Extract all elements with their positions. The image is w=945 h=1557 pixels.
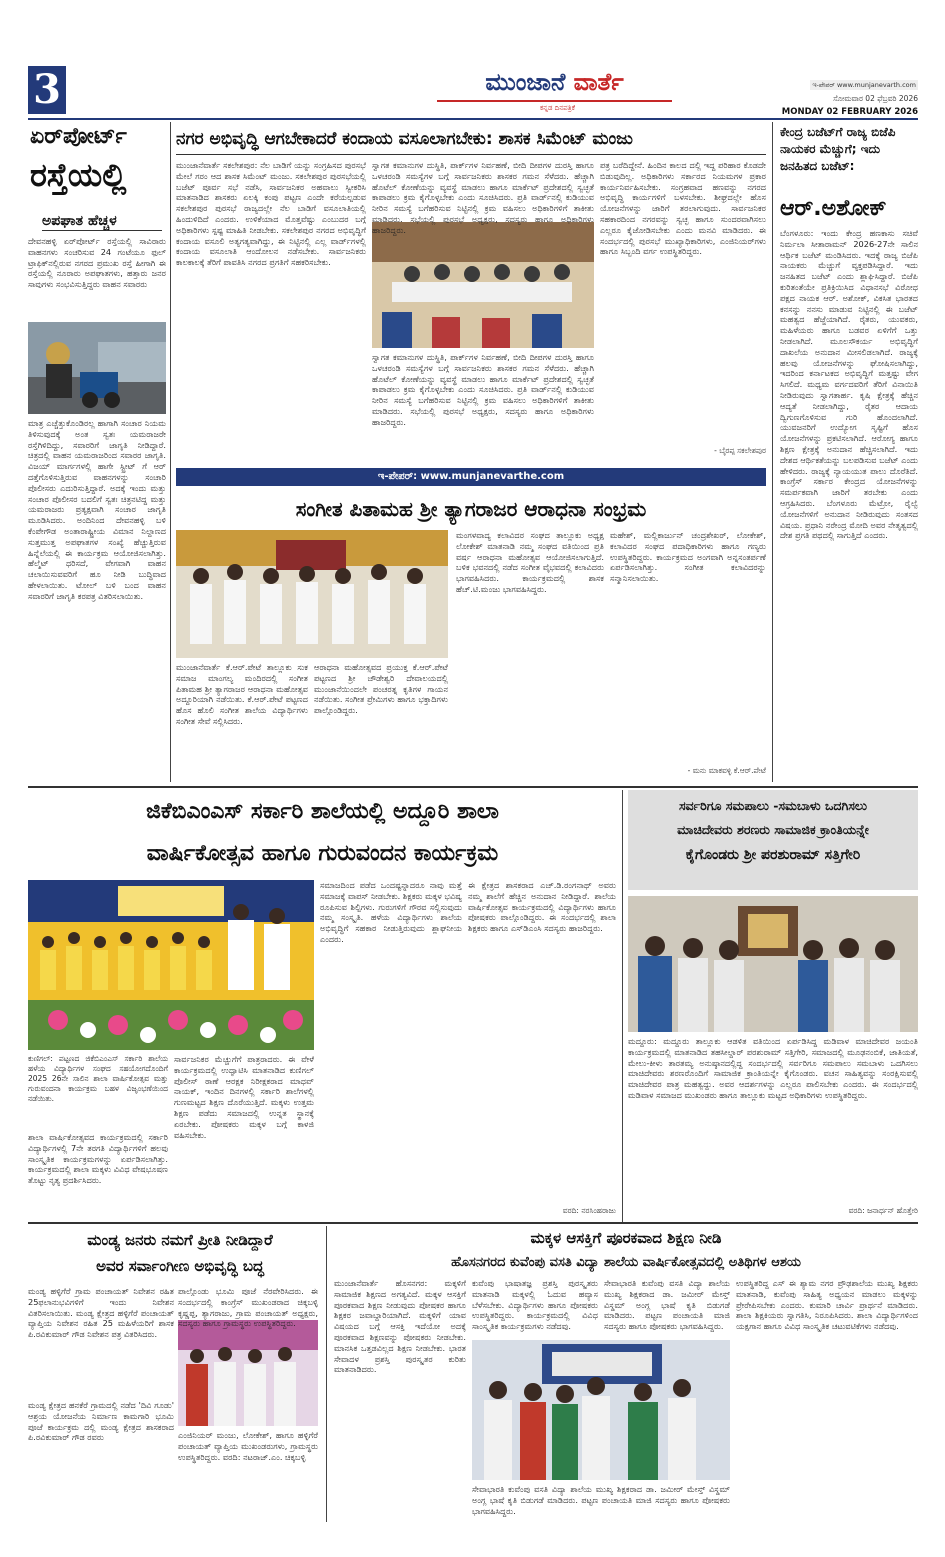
airport-headline2: ರಸ್ತೆಯಲ್ಲಿ <box>30 156 127 194</box>
education-col4: ಉಪಸ್ಥಿತರಿದ್ದ ಎಸ್ ಈ ಶ್ಯಾಮ ನಗರ ಪ್ರೌಢಶಾಲೆಯ ಮುಖ್ಯ ಶಿಕ್ಷಕರು ಮಾತನಾಡಿ, ಕುವೆಂಪು ಸಾಹಿತ್ಯ ಅಧ್ಯಯನ ಮಾಡಲು ಮಕ್ಕಳನ್ನು ಪ್ರೇರೇಪಿಸಬೇಕು ಎಂದರು. ಕುಮಾರಿ ಚಾರ್ವಿ ಪ್ರಾರ್ಥನೆ ಮಾಡಿದರು. ಶಾಲಾ ಶಿಕ್ಷಕಿಯರು ಸ್ವಾಗತಿಸಿ, ನಿರೂಪಿಸಿದರು. ಶಾಲಾ ವಿದ್ಯಾರ್ಥಿಗಳಿಂದ ಯಕ್ಷಗಾನ ಹಾಗೂ ವಿವಿಧ ಸಾಂಸ್ಕೃತಿಕ ಚಟುವಟಿಕೆಗಳು ನಡೆದವು. <box>736 1278 918 1332</box>
school-headline1: ಜಿಕೆಬಿಎಂಎಸ್ ಸರ್ಕಾರಿ ಶಾಲೆಯಲ್ಲಿ ಅದ್ದೂರಿ ಶಾಲಾ <box>146 799 499 824</box>
masthead-rule <box>28 118 918 120</box>
music-col3: ಮಂಗಳವಾದ್ಯ ಕಲಾವಿದರ ಸಂಘದ ತಾಲ್ಲೂಕು ಅಧ್ಯಕ್ಷ ಲೋಕೇಶ್ ಮಾತನಾಡಿ ನಮ್ಮ ಸಂಘದ ವತಿಯಿಂದ ಪ್ರತಿ ವರ್ಷ ಆರಾಧನಾ ಮಹೋತ್ಸವ ಆಯೋಜಿಸಲಾಗುತ್ತಿದೆ. ಬಳಿಕ ಭವನದಲ್ಲಿ ನಡೆದ ಸಂಗೀತ ವೈಭವದಲ್ಲಿ ಕಲಾವಿದರು ಭಾಗವಹಿಸಿದರು. ಕಾರ್ಯಕ್ರಮದಲ್ಲಿ ಶಾಸಕ ಹೆಚ್.ಟಿ.ಮಂಜು ಭಾಗವಹಿಸಿದ್ದರು. <box>456 530 604 594</box>
school-col2: ಸಾರ್ವಜನಿಕರ ಮೆಚ್ಚುಗೆಗೆ ಪಾತ್ರರಾದರು. ಈ ವೇಳೆ ಕಾರ್ಯಕ್ರಮದಲ್ಲಿ ಉದ್ಘಾಟಿಸಿ ಮಾತನಾಡಿದ ಕುಣಿಗಲ್ ಪೊಲೀಸ್ ಠಾಣೆ ಆರಕ್ಷಕ ನಿರೀಕ್ಷಕರಾದ ಮಾಧವ್ ನಾಯಕ್, ಇಂದಿನ ದಿನಗಳಲ್ಲಿ ಸರ್ಕಾರಿ ಶಾಲೆಗಳಲ್ಲಿ ಗುಣಮಟ್ಟದ ಶಿಕ್ಷಣ ದೊರೆಯುತ್ತಿದೆ. ಮಕ್ಕಳು ಉತ್ತಮ ಶಿಕ್ಷಣ ಪಡೆದು ಸಮಾಜದಲ್ಲಿ ಉನ್ನತ ಸ್ಥಾನಕ್ಕೆ ಏರಬೇಕು. ಪೋಷಕರು ಮಕ್ಕಳ ಬಗ್ಗೆ ಕಾಳಜಿ ವಹಿಸಬೇಕು. <box>174 1054 314 1140</box>
airport-headline1: ಏರ್‌ಪೋರ್ಟ್ <box>30 124 127 149</box>
sharanaru-headline1: ಸರ್ವರಿಗೂ ಸಮಪಾಲು -ಸಮಬಾಳು ಒದಗಿಸಲು <box>678 798 867 813</box>
sharanaru-headline-box <box>628 790 918 890</box>
date-english: MONDAY 02 FEBRUARY 2026 <box>781 107 918 117</box>
school-col3: ಸಮಾಜದಿಂದ ಪಡೆದ ಒಂದಷ್ಟನ್ನಾದರೂ ನಾವು ಮತ್ತೆ ಸಮಾಜಕ್ಕೆ ವಾಪಸ್ ನೀಡಬೇಕು. ಶಿಕ್ಷಕರು ಮಕ್ಕಳ ಭವಿಷ್ಯ ರೂಪಿಸುವ ಶಿಲ್ಪಿಗಳು. ಗುರುಗಳಿಗೆ ಗೌರವ ಸಲ್ಲಿಸುವುದು ನಮ್ಮ ಸಂಸ್ಕೃತಿ. ಹಳೆಯ ವಿದ್ಯಾರ್ಥಿಗಳು ಶಾಲೆಯ ಅಭಿವೃದ್ಧಿಗೆ ಸಹಕಾರ ನೀಡುತ್ತಿರುವುದು ಶ್ಲಾಘನೀಯ ಎಂದರು. <box>320 880 462 944</box>
education-col2b: ಸೇವಾಭಾರತಿ ಕುವೆಂಪು ವಸತಿ ವಿದ್ಯಾ ಶಾಲೆಯ ಮುಖ್ಯ ಶಿಕ್ಷಕರಾದ ಡಾ. ಜಮೀರ್ ಮೇಸ್ತ್ ವಿಸ್ಡಮ್ ಅಂಗ್ಲ ಭಾಷೆ ಕೃತಿ ಬಿಡುಗಡೆ ಮಾಡಿದರು. ಪಟ್ಟಣ ಪಂಚಾಯತಿ ಮಾಜಿ ಸದಸ್ಯರು ಹಾಗೂ ಪೋಷಕರು ಭಾಗವಹಿಸಿದ್ದರು. <box>472 1484 730 1516</box>
epaper-band[interactable]: ಇ-ಪೇಪರ್: www.munjanevarthe.com <box>176 468 766 486</box>
city-dev-col2a: ಸ್ವಾಗತ ಕಮಾನುಗಳ ದುಸ್ಥಿತಿ, ಪಾರ್ಕ್‌ಗಳ ನಿರ್ವಹಣೆ, ಬೀದಿ ದೀಪಗಳ ದುರಸ್ತಿ ಹಾಗೂ ಒಳಚರಂಡಿ ಸಮಸ್ಯೆಗಳ ಬಗ್ಗೆ ಸಾರ್ವಜನಿಕರು ಶಾಸಕರ ಗಮನ ಸೆಳೆದರು. ಹೆಚ್ಚಾಗಿ ಹೊಟೆಲ್ ಕೋಣೆಯನ್ನು ವ್ಯವಸ್ಥೆ ಮಾಡಲು ಹಾಗೂ ಮಾರ್ಕೆಟ್ ಪ್ರದೇಶದಲ್ಲಿ ಸ್ವಚ್ಛತೆ ಕಾಪಾಡಲು ಕ್ರಮ ಕೈಗೊಳ್ಳಬೇಕು ಎಂದು ಸೂಚಿಸಿದರು. ಪ್ರತಿ ವಾರ್ಡ್‌ನಲ್ಲಿ ಕುಡಿಯುವ ನೀರಿನ ಸಮಸ್ಯೆ ಬಗೆಹರಿಸುವ ನಿಟ್ಟಿನಲ್ಲಿ ಕ್ರಮ ವಹಿಸಲು ಅಧಿಕಾರಿಗಳಿಗೆ ತಾಕೀತು ಮಾಡಿದರು. ಸಭೆಯಲ್ಲಿ ಪುರಸಭೆ ಅಧ್ಯಕ್ಷರು, ಸದಸ್ಯರು ಹಾಗೂ ಅಧಿಕಾರಿಗಳು ಹಾಜರಿದ್ದರು. <box>372 160 594 235</box>
logo-part2: ವಾರ್ತೆ <box>573 67 624 96</box>
school-headline2: ವಾರ್ಷಿಕೋತ್ಸವ ಹಾಗೂ ಗುರುವಂದನ ಕಾರ್ಯಕ್ರಮ <box>146 841 499 866</box>
sharanaru-byline: ವರದಿ: ಜನಾರ್ಧನ್ ಹೊತ್ತೇರಿ <box>848 1206 918 1215</box>
mandya-col2: ಪಾಲ್ಗೊಂಡು ಭೂಮಿ ಪೂಜೆ ನೆರವೇರಿಸಿದರು. ಈ ಸಂದರ್ಭದಲ್ಲಿ ಕಾಂಗ್ರೆಸ್ ಮುಖಂಡರಾದ ಚಿಕ್ಕಬಳ್ಳಿ ಕೃಷ್ಣಪ್ಪ, ತ್ಯಾಗರಾಜು, ಗ್ರಾಮ ಪಂಚಾಯತ್ ಅಧ್ಯಕ್ಷರು, ಸದಸ್ಯರು ಹಾಗೂ ಗ್ರಾಮಸ್ಥರು ಉಪಸ್ಥಿತರಿದ್ದರು. <box>178 1286 318 1329</box>
budget-headline: ಕೇಂದ್ರ ಬಜೆಟ್‌ಗೆ ರಾಜ್ಯ ಬಿಜೆಪಿ ನಾಯಕರ ಮೆಚ್ಚುಗೆ; ಇದು ಜನಹಿತದ ಬಜೆಟ್: <box>780 125 896 173</box>
jayanthi-event-photo <box>628 896 918 1032</box>
section-rule <box>28 1222 918 1224</box>
school-col1b: ಶಾಲಾ ವಾರ್ಷಿಕೋತ್ಸವದ ಕಾರ್ಯಕ್ರಮದಲ್ಲಿ ಸರ್ಕಾರಿ ವಿದ್ಯಾರ್ಥಿಗಳಲ್ಲಿ 7ನೇ ತರಗತಿ ವಿದ್ಯಾರ್ಥಿಗಳಿಗೆ ಹಲವು ಸಾಂಸ್ಕೃತಿಕ ಕಾರ್ಯಕ್ರಮಗಳನ್ನು ಏರ್ಪಡಿಸಲಾಗಿತ್ತು. ಕಾರ್ಯಕ್ರಮದಲ್ಲಿ ಶಾಲಾ ಮಕ್ಕಳು ವಿವಿಧ ವೇಷಭೂಷಣ ತೊಟ್ಟು ನೃತ್ಯ ಪ್ರದರ್ಶಿಸಿದರು. <box>28 1132 168 1186</box>
music-col1: ಮುಂಜಾನೆವಾರ್ತೆ ಕೆ.ಆರ್.ಪೇಟೆ ತಾಲ್ಲೂಕು ಸುಕ ಸಮಾಜ ಮಾಂಗಲ್ಯ ಮಂದಿರದಲ್ಲಿ ಸಂಗೀತ ಪಿತಾಮಹ ಶ್ರೀ ತ್ಯಾಗರಾಜರ ಆರಾಧನಾ ಮಹೋತ್ಸವ ಅದ್ದೂರಿಯಾಗಿ ನಡೆಯಿತು. ಕೆ.ಆರ್.ಪೇಟೆ ಪಟ್ಟಣದ ಹೊಸ ಹೊಲಿ ಸಂಗೀತ ಶಾಲೆಯ ವಿದ್ಯಾರ್ಥಿಗಳು ಸಂಗೀತ ಸೇವೆ ಸಲ್ಲಿಸಿದರು. <box>176 662 308 726</box>
mandya-col2b: ಎಂಜಿನಿಯರ್ ಮಂಜು, ಲೋಕೇಶ್, ಹಾಗೂ ಹಳ್ಳಿಗೆರೆ ಪಂಚಾಯತ್ ವ್ಯಾಪ್ತಿಯ ಮುಖಂಡರುಗಳು, ಗ್ರಾಮಸ್ಥರು ಉಪಸ್ಥಿತರಿದ್ದರು. ವರದಿ: ನಟರಾಜ್.ಎಂ. ಚಿಕ್ಕಬಳ್ಳಿ <box>178 1430 318 1462</box>
page-number: 3 <box>28 66 66 114</box>
masthead-info <box>683 72 918 117</box>
music-col2: ಆರಾಧನಾ ಮಹೋತ್ಸವದ ಪ್ರಯುಕ್ತ ಕೆ.ಆರ್.ಪೇಟೆ ಪಟ್ಟಣದ ಶ್ರೀ ಚೌಡೇಶ್ವರಿ ದೇವಾಲಯದಲ್ಲಿ ಮುಂಜಾನೆಯಿಂದಲೇ ಪಂಚರತ್ನ ಕೃತಿಗಳ ಗಾಯನ ನಡೆಯಿತು. ಸಂಗೀತ ಪ್ರೇಮಿಗಳು ಹಾಗೂ ಭಕ್ತಾದಿಗಳು ಪಾಲ್ಗೊಂಡಿದ್ದರು. <box>314 662 448 716</box>
music-byline: - ಮನು ಮಾಕವಳ್ಳಿ ಕೆ.ಆರ್.ಪೇಟೆ <box>687 766 766 775</box>
col-divider <box>772 122 773 782</box>
school-caption: ಕುಣಿಗಲ್: ಪಟ್ಟಣದ ಜಿಕೆಬಿಎಂಎಸ್ ಸರ್ಕಾರಿ ಶಾಲೆಯ ಹಳೆಯ ವಿದ್ಯಾರ್ಥಿಗಳ ಸಂಘದ ಸಹಯೋಗದೊಂದಿಗೆ 2025 26ನೇ ಸಾಲಿನ ಶಾಲಾ ವಾರ್ಷಿಕೋತ್ಸವ ಮತ್ತು ಗುರುವಂದನಾ ಕಾರ್ಯಕ್ರಮ ಬಹಳ ವಿಜೃಂಭಣೆಯಿಂದ ನಡೆಯಿತು. <box>28 1054 168 1103</box>
yamaraja-photo <box>28 322 166 414</box>
education-col1: ಮುಂಜಾನೆವಾರ್ತೆ ಹೊಸನಗರ: ಮಕ್ಕಳಿಗೆ ಸಾಮಾಜಿಕ ಶಿಕ್ಷಣದ ಅಗತ್ಯವಿದೆ. ಮಕ್ಕಳ ಆಸಕ್ತಿಗೆ ಪೂರಕವಾದ ಶಿಕ್ಷಣ ನೀಡುವುದು ಪೋಷಕರ ಹಾಗೂ ಶಿಕ್ಷಕರ ಜವಾಬ್ದಾರಿಯಾಗಿದೆ. ಮಕ್ಕಳಿಗೆ ಯಾವ ವಿಷಯದ ಬಗ್ಗೆ ಆಸಕ್ತಿ ಇದೆಯೋ ಅದಕ್ಕೆ ಪೂರಕವಾದ ಶಿಕ್ಷಣವನ್ನು ಪೋಷಕರು ನೀಡಬೇಕು. ಮಾನಸಿಕ ಒತ್ತಡವಿಲ್ಲದ ಶಿಕ್ಷಣ ನೀಡಬೇಕು. ಭಾರತ ಸೇವಾದಳ ಪ್ರಶಸ್ತಿ ಪುರಸ್ಕೃತರ ಕುರಿತು ಮಾತನಾಡಿದರು. <box>334 1278 466 1375</box>
airport-subhead: ಅಪಘಾತ ಹೆಚ್ಚಳ <box>42 212 162 231</box>
airport-body: ದೇವನಹಳ್ಳಿ ಏರ್‌ಪೋರ್ಟ್ ರಸ್ತೆಯಲ್ಲಿ ಸಾವಿರಾರು ವಾಹನಗಳು ಸಂಚರಿಸುವ 24 ಗಂಟೆಯೂ ಫುಲ್ ಟ್ರಾಫಿಕ್‌ನಲ್ಲಿರುವ ನಗರದ ಪ್ರಮುಖ ರಸ್ತೆ ಹೀಗಾಗಿ ಈ ರಸ್ತೆಯಲ್ಲಿ ನೂರಾರು ಅಪಘಾತಗಳು, ಹತ್ತಾರು ಜನರ ಸಾವುಗಳು ಸಂಭವಿಸುತ್ತಿದ್ದರು ವಾಹನ ಸವಾರರು <box>28 236 166 290</box>
mandya-col1: ಮಂಡ್ಯ ಹಳ್ಳಿಗೆರೆ ಗ್ರಾಮ ಪಂಚಾಯತ್ ನಿವೇಶನ ರಹಿತ 25ಫಲಾನುಭವಿಗಳಿಗೆ ಇಂದು ನಿವೇಶನ ವಿತರಿಸಲಾಯಿತು. ಮಂಡ್ಯ ಕ್ಷೇತ್ರದ ಹಳ್ಳಿಗೆರೆ ಪಂಚಾಯತ್ ವ್ಯಾಪ್ತಿಯ ನಿವೇಶನ ರಹಿತ 25 ಮಹಿಳೆಯರಿಗೆ ಶಾಸಕ ಪಿ.ರವಿಕುಮಾರ್ ಗೌಡ ನಿವೇಶನ ಪತ್ರ ವಿತರಿಸಿದರು. <box>28 1286 174 1340</box>
city-dev-headline: ನಗರ ಅಭಿವೃದ್ಧಿ ಆಗಬೇಕಾದರೆ ಕಂದಾಯ ವಸೂಲಾಗಬೇಕು: ಶಾಸಕ ಸಿಮೆಂಟ್ ಮಂಜು <box>176 124 766 155</box>
budget-body: ಬೆಂಗಳೂರು: ಇಂದು ಕೇಂದ್ರ ಹಣಕಾಸು ಸಚಿವೆ ನಿರ್ಮಲಾ ಸೀತಾರಾಮನ್ 2026-27ನೇ ಸಾಲಿನ ಆರ್ಥಿಕ ಬಜೆಟ್ ಮಂಡಿಸಿದರು. ಇದಕ್ಕೆ ರಾಜ್ಯ ಬಿಜೆಪಿ ನಾಯಕರು ಮೆಚ್ಚುಗೆ ವ್ಯಕ್ತಪಡಿಸಿದ್ದಾರೆ. ಇದು ಜನಹಿತದ ಬಜೆಟ್ ಎಂದು ಶ್ಲಾಘಿಸಿದ್ದಾರೆ. ಬಿಜೆಪಿ ಕುರಿತಂತೆಯೇ ಪ್ರತಿಕ್ರಿಯಿಸಿದ ವಿಧಾನಸಭೆ ವಿರೋಧ ಪಕ್ಷದ ನಾಯಕ ಆರ್. ಅಶೋಕ್, ವಿಕಸಿತ ಭಾರತದ ಕನಸನ್ನು ನನಸು ಮಾಡುವ ನಿಟ್ಟಿನಲ್ಲಿ ಈ ಬಜೆಟ್ ಮಹತ್ವದ ಹೆಜ್ಜೆಯಾಗಿದೆ. ರೈತರು, ಯುವಕರು, ಮಹಿಳೆಯರು ಹಾಗೂ ಬಡವರ ಏಳಿಗೆಗೆ ಒತ್ತು ನೀಡಲಾಗಿದೆ. ಮೂಲಸೌಕರ್ಯ ಅಭಿವೃದ್ಧಿಗೆ ದಾಖಲೆಯ ಅನುದಾನ ಮೀಸಲಿಡಲಾಗಿದೆ. ರಾಜ್ಯಕ್ಕೆ ಹಲವು ಯೋಜನೆಗಳನ್ನು ಘೋಷಿಸಲಾಗಿದ್ದು, ಇದರಿಂದ ಕರ್ನಾಟಕದ ಅಭಿವೃದ್ಧಿಗೆ ಮತ್ತಷ್ಟು ವೇಗ ಸಿಗಲಿದೆ. ಮಧ್ಯಮ ವರ್ಗದವರಿಗೆ ತೆರಿಗೆ ವಿನಾಯಿತಿ ನೀಡಿರುವುದು ಸ್ವಾಗತಾರ್ಹ. ಕೃಷಿ ಕ್ಷೇತ್ರಕ್ಕೆ ಹೆಚ್ಚಿನ ಆದ್ಯತೆ ನೀಡಲಾಗಿದ್ದು, ರೈತರ ಆದಾಯ ದ್ವಿಗುಣಗೊಳಿಸುವ ಗುರಿ ಹೊಂದಲಾಗಿದೆ. ಯುವಜನರಿಗೆ ಉದ್ಯೋಗ ಸೃಷ್ಟಿಗೆ ಹೊಸ ಯೋಜನೆಗಳನ್ನು ಪ್ರಕಟಿಸಲಾಗಿದೆ. ಆರೋಗ್ಯ ಹಾಗೂ ಶಿಕ್ಷಣ ಕ್ಷೇತ್ರಕ್ಕೆ ಅನುದಾನ ಹೆಚ್ಚಿಸಲಾಗಿದೆ. ಇದು ದೇಶದ ಆರ್ಥಿಕತೆಯನ್ನು ಬಲಪಡಿಸುವ ಬಜೆಟ್ ಎಂದು ಹೇಳಿದರು. ರಾಜ್ಯಕ್ಕೆ ನ್ಯಾಯಯುತ ಪಾಲು ದೊರೆತಿದೆ. ಕಾಂಗ್ರೆಸ್ ಸರ್ಕಾರ ಕೇಂದ್ರದ ಯೋಜನೆಗಳನ್ನು ಸಮರ್ಪಕವಾಗಿ ಜಾರಿಗೆ ತರಬೇಕು ಎಂದು ಆಗ್ರಹಿಸಿದರು. ಬೆಂಗಳೂರು ಮೆಟ್ರೋ, ರೈಲ್ವೆ ಯೋಜನೆಗಳಿಗೆ ಅನುದಾನ ನೀಡಿರುವುದು ಸಂತಸದ ವಿಷಯ. ಪ್ರಧಾನಿ ನರೇಂದ್ರ ಮೋದಿ ಅವರ ನೇತೃತ್ವದಲ್ಲಿ ದೇಶ ಪ್ರಗತಿ ಪಥದಲ್ಲಿ ಸಾಗುತ್ತಿದೆ ಎಂದರು. <box>780 228 918 541</box>
epaper-url[interactable]: ಇ-ಪೇಪರ್ www.munjanevarth.com <box>812 81 916 89</box>
section-rule <box>28 786 918 788</box>
logo-part1: ಮುಂಜಾನೆ <box>485 67 566 96</box>
mandya-col1b: ಮಂಡ್ಯ ಕ್ಷೇತ್ರದ ಹನಕೆರೆ ಗ್ರಾಮದಲ್ಲಿ ನಡೆದ 'ದಿವಿ ಗೂಡು' ಆಶ್ರಯ ಯೋಜನೆಯ ನಿರ್ಮಾಣ ಕಾಮಗಾರಿ ಭೂಮಿ ಪೂಜೆ ಕಾರ್ಯಕ್ರಮ ದಲ್ಲಿ ಮಂಡ್ಯ ಕ್ಷೇತ್ರದ ಶಾಸಕರಾದ ಪಿ.ರವಿಕುಮಾರ್ ಗೌಡ ರವರು <box>28 1400 174 1443</box>
education-col3: ಸೇವಾಭಾರತಿ ಕುವೆಂಪು ವಸತಿ ವಿದ್ಯಾ ಶಾಲೆಯ ಮುಖ್ಯ ಶಿಕ್ಷಕರಾದ ಡಾ. ಜಮೀರ್ ಮೇಸ್ತ್ ವಿಸ್ಡಮ್ ಅಂಗ್ಲ ಭಾಷೆ ಕೃತಿ ಬಿಡುಗಡೆ ಮಾಡಿದರು. ಪಟ್ಟಣ ಪಂಚಾಯತಿ ಮಾಜಿ ಸದಸ್ಯರು ಹಾಗೂ ಪೋಷಕರು ಭಾಗವಹಿಸಿದ್ದರು. <box>604 1278 730 1332</box>
masthead-logo <box>437 68 672 102</box>
airport-body2: ಮಾತ್ರ ಎಚ್ಚೆತ್ತುಕೊಂಡಿರಲ್ಲ ಹಾಗಾಗಿ ಸಂಚಾರ ನಿಯಮ ತಿಳಿಸುವುದಕ್ಕೆ ಅಂತ ಸ್ವತಃ ಯಮರಾಜರೇ ರಸ್ತೆಗಿಳಿದಿದ್ದು, ಸವಾರರಿಗೆ ಜಾಗೃತಿ ನೀಡಿದ್ದಾರೆ. ಚಿತ್ರದಲ್ಲಿ ವಾಹನ ಯಮರಾಜರಿಂದ ಸವಾರರ ಜಾಗೃತಿ. ವಿಜಯ್ ಮಾರ್ಗಗಳಲ್ಲಿ ಹಾಗೇ ಸ್ಟ್ರೀಟ್ ಗೆ ಆರ್ ದತ್ತೆಗೊಳಿಸುತ್ತಿರುವ ವಾಹನಗಳನ್ನು ಸಂಚಾರಿ ಪೊಲೀಸರು ಎದುರಿಸುತ್ತಿದ್ದಾರೆ. ಅದಕ್ಕೆ ಇಂದು ಮತ್ತು ಸಂಚಾರ ಪೊಲೀಸರ ಬದಲಿಗೆ ಸ್ವತಃ ಚಿತ್ರನಟಿದ್ದ ಮತ್ತು ಯಮರಾಜರು ಪ್ರತ್ಯಕ್ಷವಾಗಿ ಸಂಚಾರ ಜಾಗೃತಿ ಮೂಡಿಸಿದರು. ಅಂದಿನಿಂದ ದೇವನಹಳ್ಳಿ ಬಳಿ ಕೆಂಪೇಗೌಡ ಅಂತಾರಾಷ್ಟ್ರೀಯ ವಿಮಾನ ನಿಲ್ದಾಣದ ಸುತ್ತಮುತ್ತ ಅಪಘಾತಗಳ ಸಂಖ್ಯೆ ಹೆಚ್ಚುತ್ತಿರುವ ಹಿನ್ನೆಲೆಯಲ್ಲಿ ಈ ಕಾರ್ಯಕ್ರಮ ಆಯೋಜಿಸಲಾಗಿತ್ತು. ಹೆಲ್ಮೆಟ್ ಧರಿಸದೆ, ವೇಗವಾಗಿ ವಾಹನ ಚಲಾಯಿಸುವವರಿಗೆ ಹೂ ನೀಡಿ ಬುದ್ಧಿವಾದ ಹೇಳಲಾಯಿತು. ಟೋಲ್ ಬಳಿ ಬಂದ ವಾಹನ ಸವಾರರಿಗೆ ಜಾಗೃತಿ ಕರಪತ್ರ ವಿತರಿಸಲಾಯಿತು. <box>28 418 166 601</box>
music-col4: ಮಹೇಶ್, ಮಲ್ಲಿಕಾರ್ಜುನ್ ಚಂದ್ರಶೇಖರ್, ಲೋಕೇಶ್, ಕಲಾವಿದರ ಸಂಘದ ಪದಾಧಿಕಾರಿಗಳು ಹಾಗೂ ಗಣ್ಯರು ಉಪಸ್ಥಿತರಿದ್ದರು. ಕಾರ್ಯಕ್ರಮದ ಅಂಗವಾಗಿ ಅನ್ನಸಂತರ್ಪಣೆ ಏರ್ಪಡಿಸಲಾಗಿತ್ತು. ಸಂಗೀತ ಕಲಾವಿದರನ್ನು ಸನ್ಮಾನಿಸಲಾಯಿತು. <box>610 530 766 584</box>
school-event-photo <box>28 880 314 1050</box>
masthead-tagline: ಕನ್ನಡ ದಿನಪತ್ರಿಕೆ <box>540 104 576 112</box>
music-headline: ಸಂಗೀತ ಪಿತಾಮಹ ಶ್ರೀ ತ್ಯಾಗರಾಜರ ಆರಾಧನಾ ಸಂಭ್ರಮ <box>295 497 647 521</box>
city-dev-col1: ಮುಂಜಾನೆವಾರ್ತೆ ಸಕಲೇಶಪುರ: ನೆಲ ಬಾಡಿಗೆ ಯನ್ನು ಸಂಗ್ರಹಿಸದ ಪುರಸಭೆ ಮೇಲೆ ಗರಂ ಆದ ಶಾಸಕ ಸಿಮೆಂಟ್ ಮಂಜು. ಸಕಲೇಶಪುರ ಪುರಸಭೆಯಲ್ಲಿ ಬಜೆಟ್ ಪೂರ್ವ ಸಭೆ ನಡೆಸಿ, ಸಾರ್ವಜನಿಕರ ಅಹವಾಲು ಸ್ವೀಕರಿಸಿ ಮಾತನಾಡಿದ ಶಾಸಕರು ಏಲಕ್ಕಿ ಕಂಪು ಪಟ್ಟಣ ಎಂದೇ ಕರೆಯಲ್ಪಡುವ ಸಕಲೇಶಪುರ ಪುರಸಭೆ ರಾಜ್ಯದಲ್ಲೇ ನೆಲ ಬಾಡಿಗೆ ವಸೂಲಾತಿಯಲ್ಲಿ ಹಿಂದುಳಿದಿದೆ ಎಂದರು. ಉಳಿಕೆಯಾದ ಮೊತ್ತವೆಷ್ಟು ಎಂಬುದರ ಬಗ್ಗೆ ಅಧಿಕಾರಿಗಳು ಸ್ಪಷ್ಟ ಮಾಹಿತಿ ನೀಡಬೇಕು. ಸಕಲೇಶಪುರ ನಗರದ ಅಭಿವೃದ್ಧಿಗೆ ಕಂದಾಯ ವಸೂಲಿ ಅತ್ಯಗತ್ಯವಾಗಿದ್ದು, ಈ ನಿಟ್ಟಿನಲ್ಲಿ ಎಲ್ಲ ವಾರ್ಡ್‌ಗಳಲ್ಲಿ ಕಂದಾಯ ವಸೂಲಾತಿ ಆಂದೋಲನ ನಡೆಸಬೇಕು. ಸಾರ್ವಜನಿಕರು ಕಾಲಕಾಲಕ್ಕೆ ತೆರಿಗೆ ಪಾವತಿಸಿ ನಗರದ ಪ್ರಗತಿಗೆ ಸಹಕರಿಸಬೇಕು. <box>176 160 366 268</box>
col-divider <box>170 122 171 782</box>
music-event-photo <box>176 530 448 658</box>
school-byline: ವರದಿ: ನರಸಿಂಹರಾಜು <box>562 1206 616 1215</box>
city-dev-col3: ಪತ್ರ ಬರೆದಿದ್ದೇನೆ. ಹಿಂದಿನ ಕಾಲದ ದಲ್ಲಿ ಇದ್ದ ಪರಿಹಾರ ಕೊಡದೇ ಬಿಡುವುದಿಲ್ಲ. ಅಧಿಕಾರಿಗಳು ಸರ್ಕಾರದ ನಿಯಮಗಳ ಪ್ರಕಾರ ಕಾರ್ಯನಿರ್ವಹಿಸಬೇಕು. ಸಂಗ್ರಹವಾದ ಹಣವನ್ನು ನಗರದ ಅಭಿವೃದ್ಧಿ ಕಾರ್ಯಗಳಿಗೆ ಬಳಸಬೇಕು. ಶೀಘ್ರದಲ್ಲೇ ಹೊಸ ಯೋಜನೆಗಳನ್ನು ಜಾರಿಗೆ ತರಲಾಗುವುದು. ಸಾರ್ವಜನಿಕರ ಸಹಕಾರದಿಂದ ನಗರವನ್ನು ಸ್ವಚ್ಛ ಹಾಗೂ ಸುಂದರವಾಗಿಸಲು ಎಲ್ಲರೂ ಕೈಜೋಡಿಸಬೇಕು ಎಂದು ಮನವಿ ಮಾಡಿದರು. ಈ ಸಂದರ್ಭದಲ್ಲಿ ಪುರಸಭೆ ಮುಖ್ಯಾಧಿಕಾರಿಗಳು, ಎಂಜಿನಿಯರ್‌ಗಳು ಹಾಗೂ ಸಿಬ್ಬಂದಿ ವರ್ಗ ಉಪಸ್ಥಿತರಿದ್ದರು. <box>600 160 766 257</box>
council-meeting-photo <box>372 222 594 348</box>
education-col2: ಕುವೆಂಪು ಭಾಷಾತಜ್ಞ ಪ್ರಶಸ್ತಿ ಪುರಸ್ಕೃತರು ಮಾತನಾಡಿ ಮಕ್ಕಳಲ್ಲಿ ಓದುವ ಹವ್ಯಾಸ ಬೆಳೆಸಬೇಕು. ವಿದ್ಯಾರ್ಥಿಗಳು ಹಾಗೂ ಪೋಷಕರು ಉಪಸ್ಥಿತರಿದ್ದರು. ಕಾರ್ಯಕ್ರಮದಲ್ಲಿ ವಿವಿಧ ಸಾಂಸ್ಕೃತಿಕ ಕಾರ್ಯಕ್ರಮಗಳು ನಡೆದವು. <box>472 1278 598 1332</box>
col-divider <box>326 1226 327 1522</box>
sharanaru-headline3: ಕೈಗೊಂಡರು ಶ್ರೀ ಪರಶುರಾಮ್ ಸತ್ತಿಗೇರಿ <box>685 847 861 863</box>
col-divider <box>622 790 623 1222</box>
education-headline2: ಹೊಸನಗರದ ಕುವೆಂಪು ವಸತಿ ವಿದ್ಯಾ ಶಾಲೆಯ ವಾರ್ಷಿಕೋತ್ಸವದಲ್ಲಿ ಅತಿಥಿಗಳ ಆಶಯ <box>451 1255 801 1270</box>
city-dev-byline: - ಬೈರಪ್ಪ ಸಕಲೇಶಪುರ <box>714 446 766 455</box>
city-dev-col2b: ಸ್ವಾಗತ ಕಮಾನುಗಳ ದುಸ್ಥಿತಿ, ಪಾರ್ಕ್‌ಗಳ ನಿರ್ವಹಣೆ, ಬೀದಿ ದೀಪಗಳ ದುರಸ್ತಿ ಹಾಗೂ ಒಳಚರಂಡಿ ಸಮಸ್ಯೆಗಳ ಬಗ್ಗೆ ಸಾರ್ವಜನಿಕರು ಶಾಸಕರ ಗಮನ ಸೆಳೆದರು. ಹೆಚ್ಚಾಗಿ ಹೊಟೆಲ್ ಕೋಣೆಯನ್ನು ವ್ಯವಸ್ಥೆ ಮಾಡಲು ಹಾಗೂ ಮಾರ್ಕೆಟ್ ಪ್ರದೇಶದಲ್ಲಿ ಸ್ವಚ್ಛತೆ ಕಾಪಾಡಲು ಕ್ರಮ ಕೈಗೊಳ್ಳಬೇಕು ಎಂದು ಸೂಚಿಸಿದರು. ಪ್ರತಿ ವಾರ್ಡ್‌ನಲ್ಲಿ ಕುಡಿಯುವ ನೀರಿನ ಸಮಸ್ಯೆ ಬಗೆಹರಿಸುವ ನಿಟ್ಟಿನಲ್ಲಿ ಕ್ರಮ ವಹಿಸಲು ಅಧಿಕಾರಿಗಳಿಗೆ ತಾಕೀತು ಮಾಡಿದರು. ಸಭೆಯಲ್ಲಿ ಪುರಸಭೆ ಅಧ್ಯಕ್ಷರು, ಸದಸ್ಯರು ಹಾಗೂ ಅಧಿಕಾರಿಗಳು ಹಾಜರಿದ್ದರು. <box>372 352 594 427</box>
sharanaru-headline2: ಮಾಚಿದೇವರು ಶರಣರು ಸಾಮಾಜಿಕ ಕ್ರಾಂತಿಯನ್ನೇ <box>677 822 869 837</box>
bhoomi-pooja-photo <box>178 1320 318 1426</box>
school-col4: ಈ ಕ್ಷೇತ್ರದ ಶಾಸಕರಾದ ಎಚ್.ಡಿ.ರಂಗನಾಥ್ ಅವರು ನಮ್ಮ ಶಾಲೆಗೆ ಹೆಚ್ಚಿನ ಅನುದಾನ ನೀಡಿದ್ದಾರೆ. ಶಾಲೆಯ ವಾರ್ಷಿಕೋತ್ಸವ ಕಾರ್ಯಕ್ರಮದಲ್ಲಿ ವಿದ್ಯಾರ್ಥಿಗಳು ಹಾಗೂ ಪೋಷಕರು ಪಾಲ್ಗೊಂಡಿದ್ದರು. ಈ ಸಂದರ್ಭದಲ್ಲಿ ಶಾಲಾ ಶಿಕ್ಷಕರು ಹಾಗೂ ಎಸ್‌ಡಿಎಂಸಿ ಸದಸ್ಯರು ಹಾಜರಿದ್ದರು. <box>468 880 616 934</box>
mandya-headline1: ಮಂಡ್ಯ ಜನರು ನಮಗೆ ಪ್ರೀತಿ ನೀಡಿದ್ದಾರೆ <box>87 1231 273 1249</box>
date-kannada: ಸೋಮವಾರ 02 ಫೆಬ್ರವರಿ 2026 <box>833 94 918 103</box>
budget-name: ಆರ್.ಅಶೋಕ್ <box>780 196 887 221</box>
mandya-headline2: ಅವರ ಸರ್ವಾಂಗೀಣ ಅಭಿವೃದ್ಧಿ ಬದ್ಧ <box>96 1257 264 1275</box>
school-anniversary-photo <box>472 1340 730 1480</box>
education-headline1: ಮಕ್ಕಳ ಆಸಕ್ತಿಗೆ ಪೂರಕವಾದ ಶಿಕ್ಷಣ ನೀಡಿ <box>530 1229 722 1247</box>
sharanaru-body: ಮದ್ದೂರು: ಮದ್ದೂರು ತಾಲ್ಲೂಕು ಆಡಳಿತ ವತಿಯಿಂದ ಏರ್ಪಡಿಸಿದ್ದ ಮಡಿವಾಳ ಮಾಚಿದೇವರ ಜಯಂತಿ ಕಾರ್ಯಕ್ರಮದಲ್ಲಿ ಮಾತನಾಡಿದ ತಹಸೀಲ್ದಾರ್ ಪರಶುರಾಮ್ ಸತ್ತಿಗೇರಿ, ಸಮಾಜದಲ್ಲಿ ಮೂಢನಂಬಿಕೆ, ಜಾತಿಯತೆ, ಮೇಲು-ಕೀಳು ತಾರತಮ್ಯ ಅನುಷ್ಠಾನದಲ್ಲಿದ್ದ ಸಂದರ್ಭದಲ್ಲಿ ಸರ್ವರಿಗೂ ಸಮಪಾಲು ಸಮಬಾಳು ಒದಗಿಸಲು ಮಾಚಿದೇವರು ಶರಣರೊಂದಿಗೆ ಸಾಮಾಜಿಕ ಕ್ರಾಂತಿಯನ್ನೇ ಕೈಗೊಂಡರು. ವಚನ ಸಾಹಿತ್ಯವನ್ನು ಸಂರಕ್ಷಿಸುವಲ್ಲಿ ಮಾಚಿದೇವರ ಪಾತ್ರ ಮಹತ್ವದ್ದು. ಅವರ ಆದರ್ಶಗಳನ್ನು ಎಲ್ಲರೂ ಪಾಲಿಸಬೇಕು ಎಂದರು. ಈ ಸಂದರ್ಭದಲ್ಲಿ ಮಡಿವಾಳ ಸಮಾಜದ ಮುಖಂಡರು ಹಾಗೂ ತಾಲ್ಲೂಕು ಮಟ್ಟದ ಅಧಿಕಾರಿಗಳು ಉಪಸ್ಥಿತರಿದ್ದರು. <box>628 1036 918 1100</box>
